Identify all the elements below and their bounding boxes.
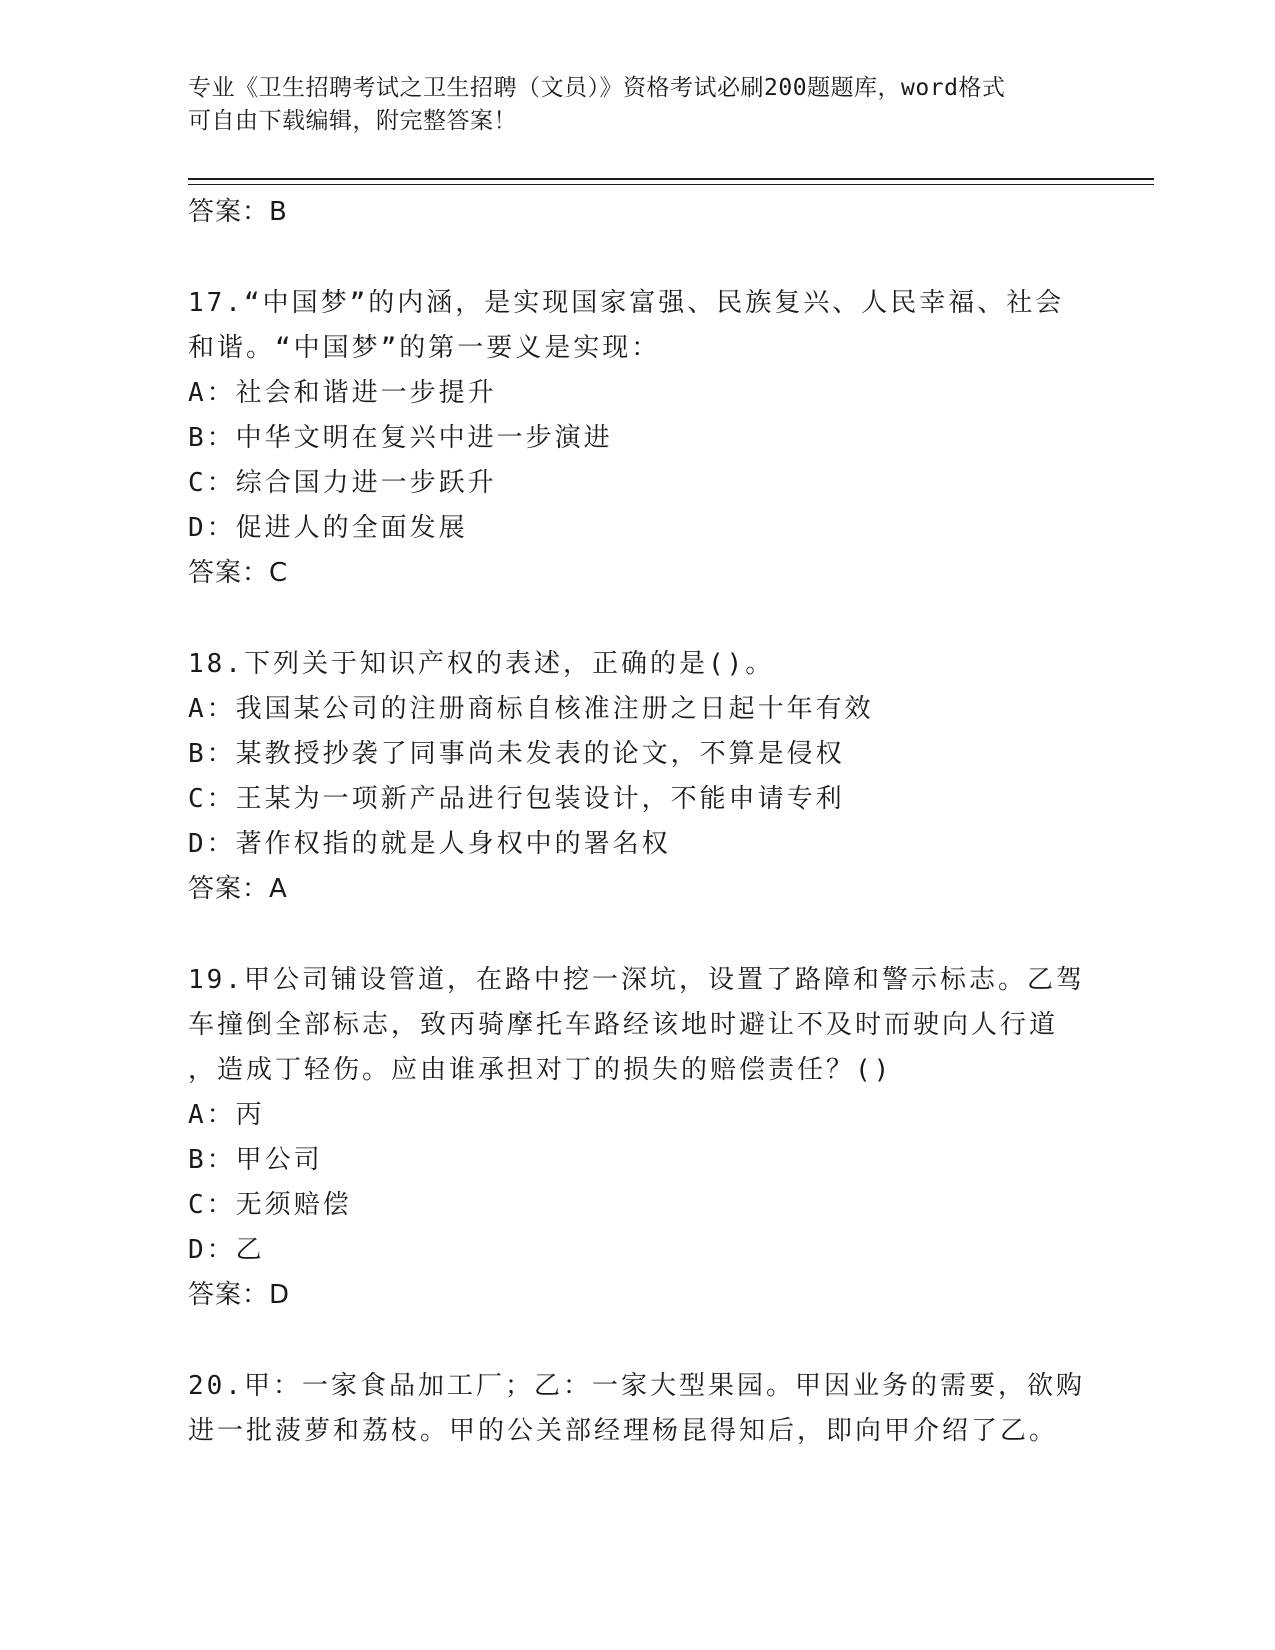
question-19	[188, 958, 1088, 1318]
stem-line: 20.甲：一家食品加工厂；乙：一家大型果园。甲因业务的需要，欲购	[188, 1371, 1085, 1401]
header-line-2: 可自由下载编辑，附完整答案！	[188, 108, 517, 134]
stem-line: 进一批菠萝和荔枝。甲的公关部经理杨昆得知后，即向甲介绍了乙。	[188, 1416, 1059, 1446]
option-b: B：某教授抄袭了同事尚未发表的论文，不算是侵权	[188, 739, 845, 769]
question-18	[188, 642, 1088, 912]
answer-line: 答案：D	[188, 1280, 291, 1310]
option-c: C：王某为一项新产品进行包装设计，不能申请专利	[188, 784, 845, 814]
stem-line: 17.“中国梦”的内涵，是实现国家富强、民族复兴、人民幸福、社会	[188, 288, 1065, 318]
option-d: D：著作权指的就是人身权中的署名权	[188, 829, 671, 859]
question-17	[188, 281, 1088, 596]
stem-line: ，造成丁轻伤。应由谁承担对丁的损失的赔偿责任？()	[188, 1055, 893, 1085]
option-c: C：综合国力进一步跃升	[188, 468, 497, 498]
stem-line: 和谐。“中国梦”的第一要义是实现：	[188, 333, 661, 363]
answer-line: 答案：B	[188, 197, 288, 227]
option-d: D：促进人的全面发展	[188, 513, 468, 543]
stem-line: 19.甲公司铺设管道，在路中挖一深坑，设置了路障和警示标志。乙驾	[188, 965, 1085, 995]
question-list	[188, 190, 1088, 1454]
stem-line: 18.下列关于知识产权的表述，正确的是()。	[188, 649, 775, 679]
option-b: B：中华文明在复兴中进一步演进	[188, 423, 613, 453]
question-20	[188, 1364, 1088, 1454]
stem-line: 车撞倒全部标志，致丙骑摩托车路经该地时避让不及时而驶向人行道	[188, 1010, 1059, 1040]
header-divider-thick	[188, 178, 1154, 180]
question-stem	[188, 958, 1088, 1093]
question-stem	[188, 642, 1088, 687]
answer-line: 答案：C	[188, 558, 289, 588]
header-divider-thin	[188, 184, 1154, 185]
document-header	[188, 72, 1088, 138]
option-b: B：甲公司	[188, 1145, 323, 1175]
question-stem	[188, 281, 1088, 371]
question-stem	[188, 1364, 1088, 1454]
header-line-1: 专业《卫生招聘考试之卫生招聘（文员）》资格考试必刷200题题库，word格式	[188, 75, 1006, 101]
option-a: A：社会和谐进一步提升	[188, 378, 497, 408]
option-d: D：乙	[188, 1235, 265, 1265]
option-a: A：我国某公司的注册商标自核准注册之日起十年有效	[188, 694, 874, 724]
answer-line: 答案：A	[188, 874, 288, 904]
option-c: C：无须赔偿	[188, 1190, 352, 1220]
option-a: A：丙	[188, 1100, 265, 1130]
